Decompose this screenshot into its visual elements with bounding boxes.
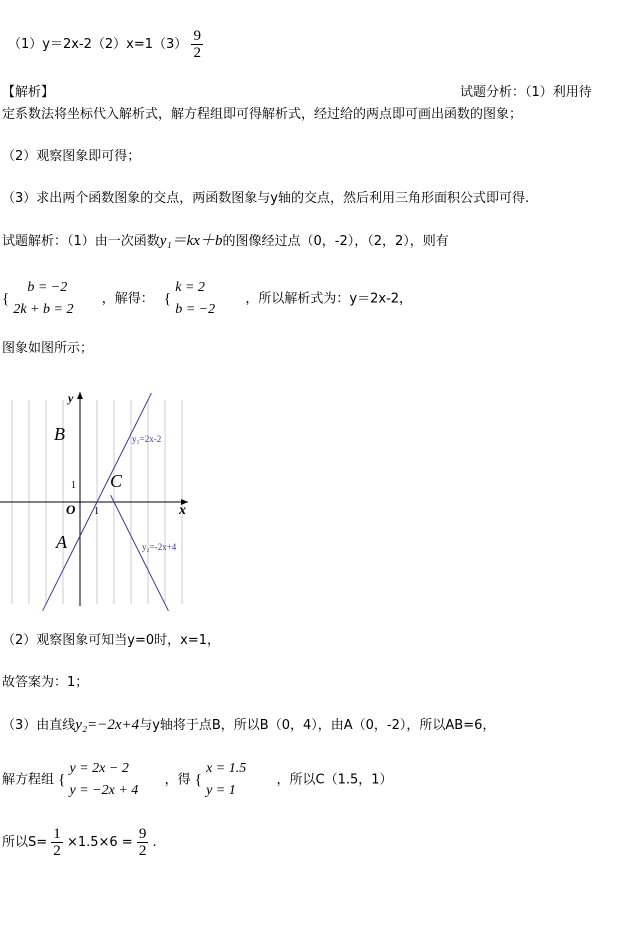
part3-line-1: [2, 718, 495, 733]
part2-text: （2）观察图象可知当y=0时，x=1，: [2, 633, 220, 648]
area-fraction-1-numerator: 1: [53, 826, 61, 842]
brace-1: {: [2, 290, 10, 307]
graph-axes: [0, 392, 188, 606]
system-4-eq-2: y = 1: [206, 783, 236, 798]
tick-y-label: 1: [71, 480, 76, 491]
line-1-label: y₁=2x-2: [132, 434, 162, 444]
analysis-line-1: 定系数法将坐标代入解析式，解方程组即可得解析式，经过给的两点即可画出函数的图象；: [2, 107, 523, 122]
brace-4: {: [194, 771, 202, 788]
solution-intro: [2, 234, 449, 249]
answer-line: [8, 28, 203, 61]
part3-system-row: [2, 758, 393, 802]
point-c-label: C: [110, 471, 123, 491]
solution-intro-func: y₁＝kx＋b: [159, 233, 223, 249]
function-graph: [0, 372, 200, 612]
area-a: 所以S=: [2, 835, 48, 850]
part3-a: （3）由直线: [2, 718, 76, 733]
y-axis-arrow: [77, 392, 83, 399]
system-2-eq-2: b = −2: [175, 302, 216, 317]
answer-fraction-numerator: 9: [193, 28, 201, 44]
system-3-eq-2: y = −2x + 4: [69, 783, 139, 798]
area-mid: ×1.5×6 =: [66, 835, 133, 850]
line-y2: [111, 495, 169, 611]
analysis-right: 试题分析：（1）利用待: [460, 85, 592, 100]
area-fraction-1: [51, 826, 63, 859]
system-1-eq-1: b = −2: [27, 280, 68, 295]
area-end: .: [152, 835, 157, 850]
answer-fraction-denominator: 2: [193, 45, 201, 61]
part3-b: 与y轴将于点B，所以B（0，4），由A（0，-2），所以AB=6，: [139, 718, 496, 733]
x-axis-label: x: [179, 503, 186, 518]
y-axis-label: y: [68, 391, 74, 405]
part3-solve-c: ，所以C（1.5，1）: [276, 772, 393, 788]
brace-2: {: [163, 290, 172, 307]
system-2-eq-1: k = 2: [175, 280, 205, 295]
answer-fraction: [191, 28, 203, 61]
system-2: [175, 277, 215, 321]
result-text: ，所以解析式为：y＝2x-2，: [245, 291, 413, 307]
part3-solve-a: 解方程组: [2, 772, 55, 788]
part3-solve-b: ，得: [164, 772, 191, 788]
solution-intro-a: 试题解析：（1）由一次函数: [2, 234, 160, 249]
system-4: [206, 758, 246, 802]
area-fraction-2-denominator: 2: [138, 843, 147, 859]
line-2-label: y₂=-2x+4: [142, 542, 177, 552]
solve-word: ，解得：: [101, 291, 154, 307]
graph-caption: 图象如图所示；: [2, 341, 94, 356]
area-fraction-1-denominator: 2: [53, 843, 61, 859]
analysis-line-2: （2）观察图象即可得；: [2, 149, 141, 164]
area-fraction-2-numerator: 9: [138, 826, 147, 842]
graph-labels: [54, 391, 186, 552]
origin-label: O: [66, 502, 76, 517]
system-3: [70, 758, 139, 802]
analysis-label: 【解析】: [2, 85, 55, 100]
part3-func: y₂=−2x+4: [75, 717, 140, 733]
analysis-line-3: （3）求出两个函数图象的交点，两函数图象与y轴的交点，然后利用三角形面积公式即可得.: [2, 191, 530, 206]
area-fraction-2: [137, 826, 149, 859]
point-b-label: B: [54, 424, 65, 444]
system-1-eq-2: 2k + b = 2: [13, 302, 74, 317]
point-a-label: A: [56, 532, 67, 552]
system-row-1: [2, 277, 412, 321]
tick-x-label: 1: [94, 506, 99, 517]
part2-answer: 故答案为：1；: [2, 675, 89, 690]
brace-3: {: [58, 771, 66, 788]
solution-intro-b: 的图像经过点（0，-2），（2，2），则有: [222, 234, 449, 249]
system-3-eq-1: y = 2x − 2: [69, 761, 129, 776]
answer-text: （1）y＝2x-2（2）x=1（3）: [8, 37, 188, 52]
area-line: [2, 826, 157, 859]
system-4-eq-1: x = 1.5: [206, 761, 247, 776]
system-1: [13, 277, 73, 321]
